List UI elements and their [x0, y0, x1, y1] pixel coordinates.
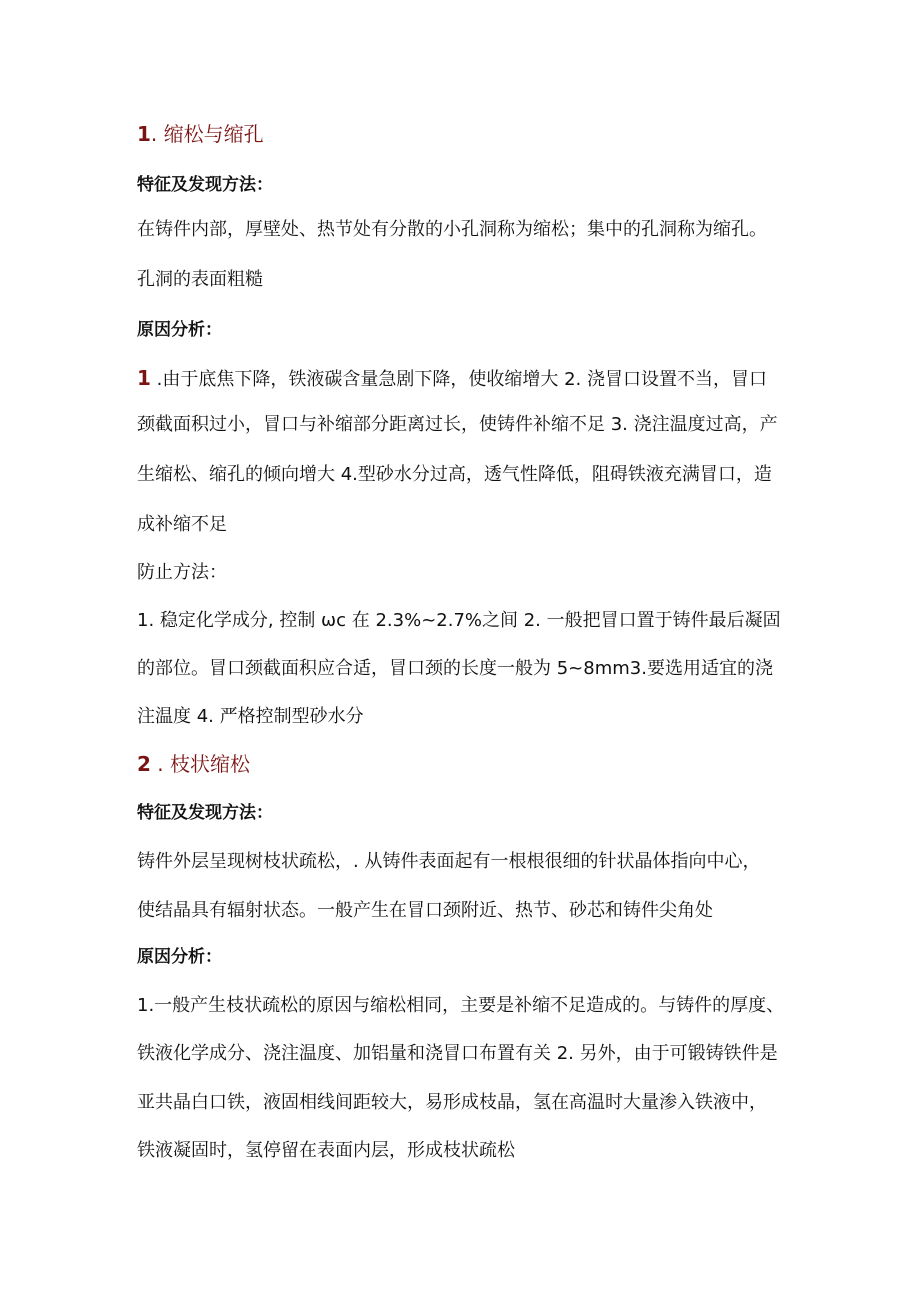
section-2-heading [137, 750, 250, 778]
section-1-prevent-label: 防止方法： [137, 562, 227, 583]
section-2-cause-line-1: 1.一般产生枝状疏松的原因与缩松相同，主要是补缩不足造成的。与铸件的厚度、 [137, 995, 785, 1016]
section-1-feature-line-2: 孔洞的表面粗糙 [137, 269, 263, 290]
section-2-feature-line-1: 铸件外层呈现树枝状疏松，. 从铸件表面起有一根根很细的针状晶体指向中心， [137, 851, 761, 872]
section-1-heading-text: . 缩松与缩孔 [150, 122, 264, 146]
section-1-heading-number: 1 [137, 122, 151, 146]
section-1-prevent-line-2: 的部位。冒口颈截面积应合适，冒口颈的长度一般为 5~8mm3.要选用适宜的浇 [137, 658, 773, 679]
section-2-heading-number: 2 [137, 752, 151, 776]
section-2-cause-line-2: 铁液化学成分、浇注温度、加铝量和浇冒口布置有关 2. 另外，由于可锻铸铁件是 [137, 1043, 778, 1064]
section-1-heading [137, 120, 264, 148]
section-1-cause-label: 原因分析： [137, 320, 222, 340]
section-1-cause-line-3: 生缩松、缩孔的倾向增大 4.型砂水分过高，透气性降低，阻碍铁液充满冒口，造 [137, 464, 772, 485]
section-1-prevent-line-1: 1. 稳定化学成分, 控制 ωc 在 2.3%~2.7%之间 2. 一般把冒口置于铸件最后凝固 [137, 610, 781, 631]
section-1-cause-line-1-text: .由于底焦下降，铁液碳含量急剧下降，使收缩增大 2. 浇冒口设置不当，冒口 [150, 369, 767, 390]
section-1-prevent-line-3: 注温度 4. 严格控制型砂水分 [137, 706, 364, 727]
section-1-feature-label: 特征及发现方法： [137, 175, 273, 195]
section-2-heading-text: . 枝状缩松 [150, 752, 250, 776]
section-1-cause-line-1 [137, 366, 767, 392]
section-1-cause-line-2: 颈截面积过小，冒口与补缩部分距离过长，使铸件补缩不足 3. 浇注温度过高，产 [137, 414, 778, 435]
section-2-cause-line-3: 亚共晶白口铁，液固相线间距较大，易形成枝晶，氢在高温时大量渗入铁液中， [137, 1092, 767, 1113]
section-1-cause-first-number: 1 [137, 366, 151, 390]
section-2-feature-label: 特征及发现方法： [137, 803, 273, 823]
section-2-cause-label: 原因分析： [137, 947, 222, 967]
section-1-feature-line-1: 在铸件内部，厚壁处、热节处有分散的小孔洞称为缩松；集中的孔洞称为缩孔。 [137, 219, 767, 240]
section-1-cause-line-4: 成补缩不足 [137, 514, 227, 535]
section-2-feature-line-2: 使结晶具有辐射状态。一般产生在冒口颈附近、热节、砂芯和铸件尖角处 [137, 900, 713, 921]
section-2-cause-line-4: 铁液凝固时，氢停留在表面内层，形成枝状疏松 [137, 1140, 515, 1161]
